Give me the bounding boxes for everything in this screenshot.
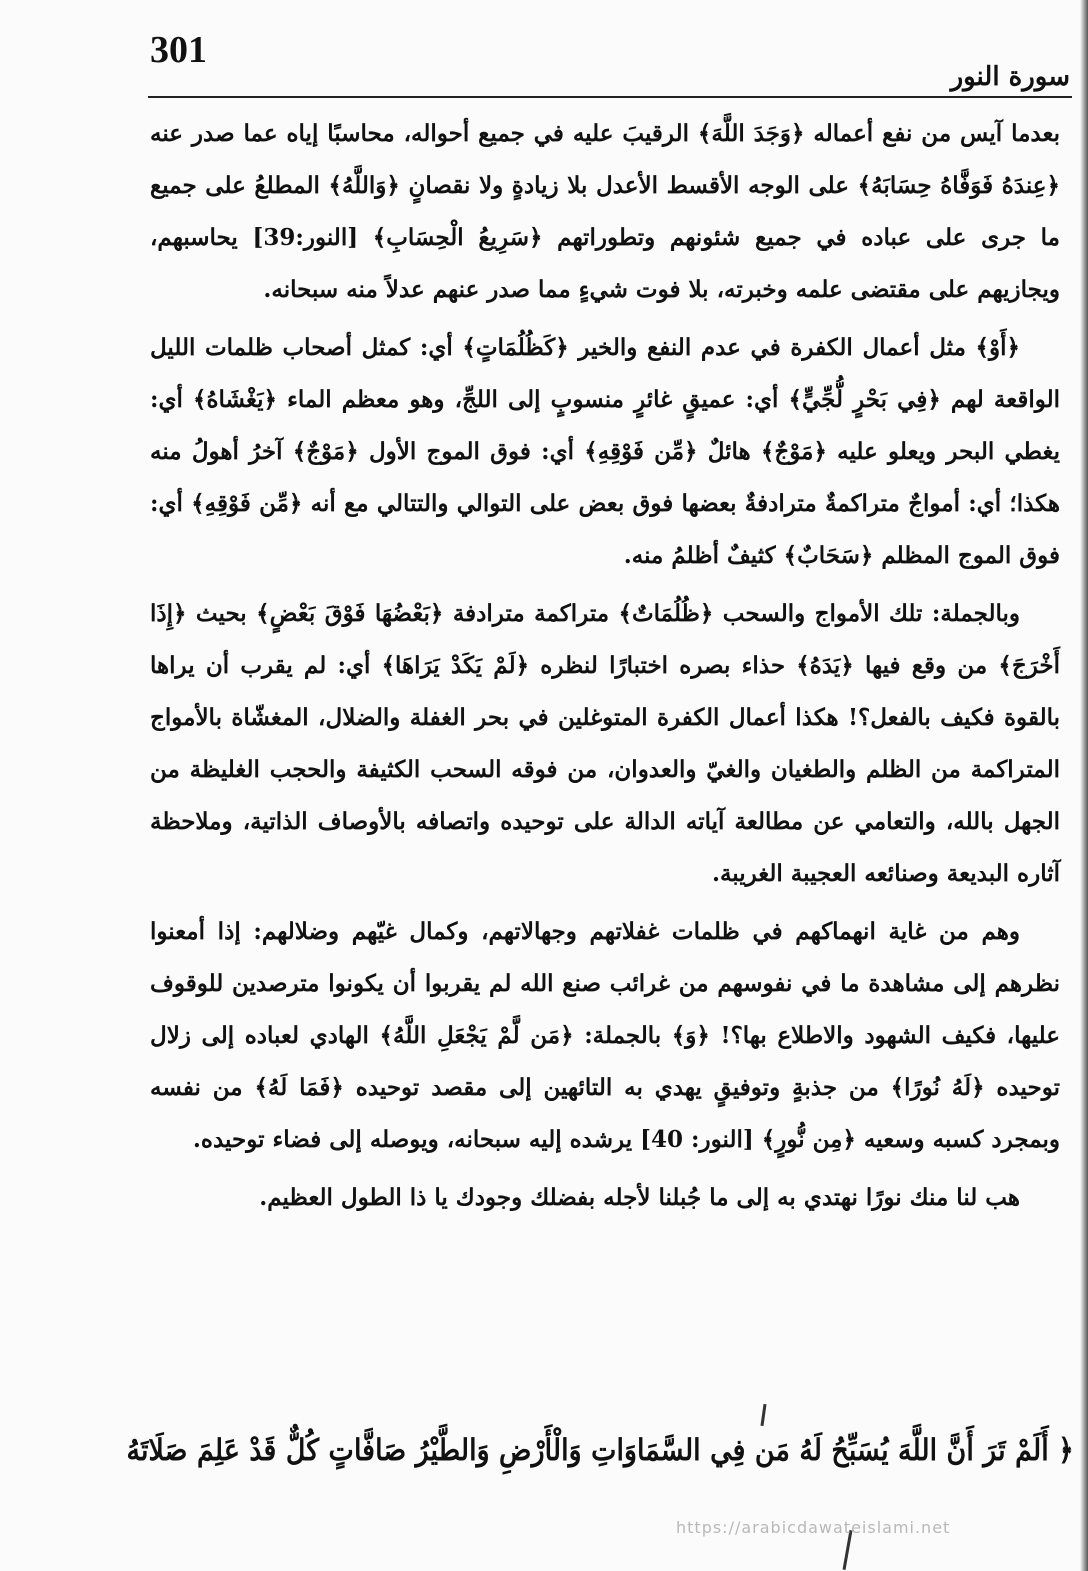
watermark-url: https://arabicdawateislami.net [676,1518,951,1537]
paragraph: وبالجملة: تلك الأمواج والسحب ﴿ظُلُمَاتٌ﴾ متراكمة مترادفة ﴿بَعْضُهَا فَوْقَ بَعْضٍ﴾ بحيث ﴿إِذَا أَخْرَجَ﴾ من وقع فيها ﴿يَدَهُ﴾ حذاء بصره اختبارًا لنظره ﴿لَمْ يَكَدْ يَرَاهَا﴾ أي: لم يقرب أن يراها بالقوة فكيف بالفعل؟! هكذا أعمال الكفرة المتوغلين في بحر الغفلة والضلال، المغشّاة بالأمواج المتراكمة من الظلم والطغيان والغيّ والعدوان، من فوقه السحب الكثيفة والحجب الغليظة من الجهل بالله، والتعامي عن مطالعة آياته الدالة على توحيده واتصافه بالأوصاف الذاتية، وملاحظة آثاره البديعة وصنائعه العجيبة الغريبة. [150,600,1060,887]
paragraph: هب لنا منك نورًا نهتدي به إلى ما جُبلنا لأجله بفضلك وجودك يا ذا الطول العظيم. [259,1184,1020,1211]
surah-title: سورة النور [950,62,1070,92]
page-edge-shadow [1080,0,1088,1571]
paragraph: وهم من غاية انهماكهم في ظلمات غفلاتهم وجهالاتهم، وكمال غيّهم وضلالهم: إذا أمعنوا نظرهم إلى مشاهدة ما في نفوسهم من غرائب صنع الله لم يقربوا أن يكونوا مترصدين للوقوف عليها، فكيف الشهود والاطلاع بها؟! ﴿وَ﴾ بالجملة: ﴿مَن لَّمْ يَجْعَلِ اللَّهُ﴾ الهادي لعباده إلى زلال توحيده ﴿لَهُ نُورًا﴾ من جذبةٍ وتوفيقٍ يهدي به التائهين إلى مقصد توحيده ﴿فَمَا لَهُ﴾ من نفسه وبمجرد كسبه وسعيه ﴿مِن نُّورٍ﴾ [النور: 40] يرشده إليه سبحانه، ويوصله إلى فضاء توحيده. [150,918,1061,1153]
quran-verse-line: ﴿ أَلَمْ تَرَ أَنَّ اللَّهَ يُسَبِّحُ لَهُ مَن فِي السَّمَاوَاتِ وَالْأَرْضِ وَالطَّيْرُ صَافَّاتٍ كُلٌّ قَدْ عَلِمَ صَلَاتَهُ [126,1433,1074,1468]
page-number: 301 [150,29,207,71]
paragraph: بعدما آيس من نفع أعماله ﴿وَجَدَ اللَّهَ﴾ الرقيبَ عليه في جميع أحواله، محاسبًا إياه عما صدر عنه ﴿عِندَهُ فَوَفَّاهُ حِسَابَهُ﴾ على الوجه الأقسط الأعدل بلا زيادةٍ ولا نقصانٍ ﴿وَاللَّهُ﴾ المطلعُ على جميع ما جرى على عباده في جميع شئونهم وتطوراتهم ﴿سَرِيعُ الْحِسَابِ﴾ [النور:39] يحاسبهم، ويجازيهم على مقتضى علمه وخبرته، بلا فوت شيءٍ مما صدر عنهم عدلاً منه سبحانه. [150,120,1060,303]
commentary-body [150,108,1060,1230]
paragraph: ﴿أَوْ﴾ مثل أعمال الكفرة في عدم النفع والخير ﴿كَظُلُمَاتٍ﴾ أي: كمثل أصحاب ظلمات الليل الواقعة لهم ﴿فِي بَحْرٍ لُّجِّيٍّ﴾ أي: عميقٍ غائرٍ منسوبٍ إلى اللجِّ، وهو معظم الماء ﴿يَغْشَاهُ﴾ أي: يغطي البحر ويعلو عليه ﴿مَوْجٌ﴾ هائلٌ ﴿مِّن فَوْقِهِ﴾ أي: فوق الموج الأول ﴿مَوْجٌ﴾ آخرُ أهولُ منه هكذا؛ أي: أمواجٌ متراكمةٌ مترادفةٌ بعضها فوق بعض على التوالي والتتالي مع أنه ﴿مِّن فَوْقِهِ﴾ أي: فوق الموج المظلم ﴿سَحَابٌ﴾ كثيفٌ أظلمُ منه. [150,334,1060,569]
header-rule [148,96,1072,98]
